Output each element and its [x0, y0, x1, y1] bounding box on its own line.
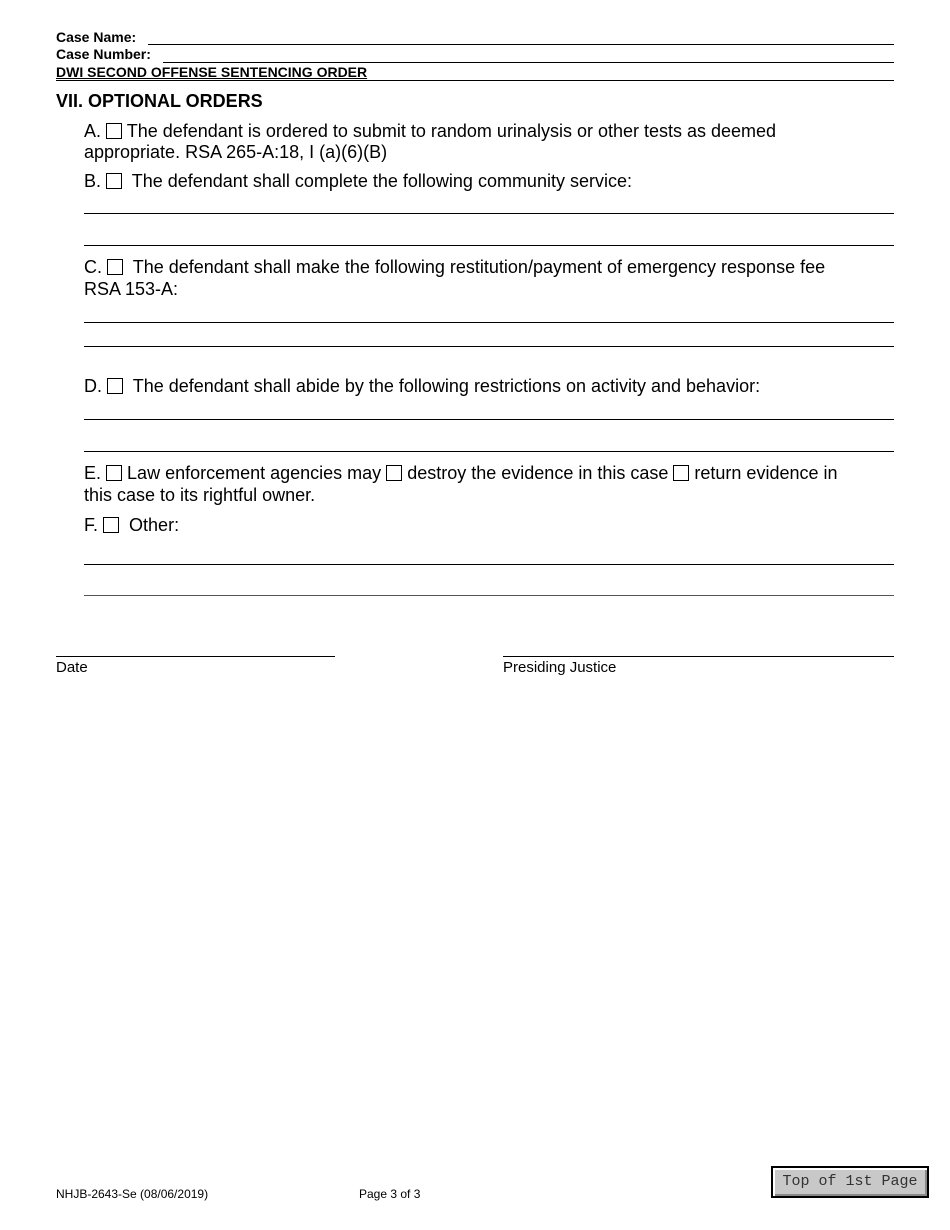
item-e-text-1: Law enforcement agencies may: [127, 463, 382, 483]
item-b-fill-line-2[interactable]: [84, 245, 894, 246]
top-of-first-page-button[interactable]: Top of 1st Page: [771, 1166, 929, 1198]
case-number-line: [163, 62, 894, 63]
item-d-fill-line-2[interactable]: [84, 451, 894, 452]
item-d-fill-line-1[interactable]: [84, 419, 894, 420]
item-c-fill-line-1[interactable]: [84, 322, 894, 323]
item-f-fill-line-2[interactable]: [84, 595, 894, 596]
item-b-text: The defendant shall complete the following community service:: [131, 171, 632, 191]
case-name-label: Case Name:: [56, 29, 137, 45]
item-f-letter: F.: [84, 515, 99, 535]
date-label: Date: [56, 659, 88, 676]
item-b: [84, 171, 632, 192]
item-c-text-cont: RSA 153-A:: [84, 279, 179, 299]
section-title: VII. OPTIONAL ORDERS: [56, 91, 263, 111]
presiding-justice-label: Presiding Justice: [503, 659, 617, 676]
date-signature-line[interactable]: [56, 656, 335, 657]
item-a: [84, 121, 776, 142]
item-f-checkbox[interactable]: [103, 517, 119, 533]
justice-signature-line[interactable]: [503, 656, 894, 657]
item-c-fill-line-2[interactable]: [84, 346, 894, 347]
item-c-checkbox[interactable]: [107, 259, 123, 275]
item-c: [84, 257, 825, 278]
item-b-checkbox[interactable]: [106, 173, 122, 189]
page-number: Page 3 of 3: [359, 1187, 421, 1201]
case-number-label: Case Number:: [56, 46, 151, 62]
form-id: NHJB-2643-Se (08/06/2019): [56, 1187, 209, 1201]
item-f-fill-line-1[interactable]: [84, 564, 894, 565]
item-e-letter: E.: [84, 463, 102, 483]
header-rule: [56, 80, 894, 81]
case-name-line: [148, 44, 894, 45]
item-c-text: The defendant shall make the following restitution/payment of emergency response fee: [132, 257, 826, 277]
item-d: [84, 376, 760, 397]
item-e: [84, 463, 838, 484]
item-d-checkbox[interactable]: [107, 378, 123, 394]
item-c-letter: C.: [84, 257, 102, 277]
item-e-return-checkbox[interactable]: [673, 465, 689, 481]
item-d-text: The defendant shall abide by the following restrictions on activity and behavior:: [132, 376, 761, 396]
item-e-checkbox[interactable]: [106, 465, 122, 481]
form-title: DWI SECOND OFFENSE SENTENCING ORDER: [56, 64, 368, 80]
item-e-destroy-checkbox[interactable]: [386, 465, 402, 481]
item-a-text: The defendant is ordered to submit to random urinalysis or other tests as deemed: [126, 121, 777, 141]
item-d-letter: D.: [84, 376, 102, 396]
item-b-fill-line-1[interactable]: [84, 213, 894, 214]
item-a-text-cont: appropriate. RSA 265-A:18, I (a)(6)(B): [84, 142, 388, 162]
item-e-text-3: return evidence in: [694, 463, 838, 483]
item-b-letter: B.: [84, 171, 102, 191]
item-e-text-cont: this case to its rightful owner.: [84, 485, 316, 505]
item-f-text: Other:: [129, 515, 180, 535]
item-a-letter: A.: [84, 121, 102, 141]
item-f: [84, 515, 179, 536]
item-e-text-2: destroy the evidence in this case: [407, 463, 669, 483]
item-a-checkbox[interactable]: [106, 123, 122, 139]
